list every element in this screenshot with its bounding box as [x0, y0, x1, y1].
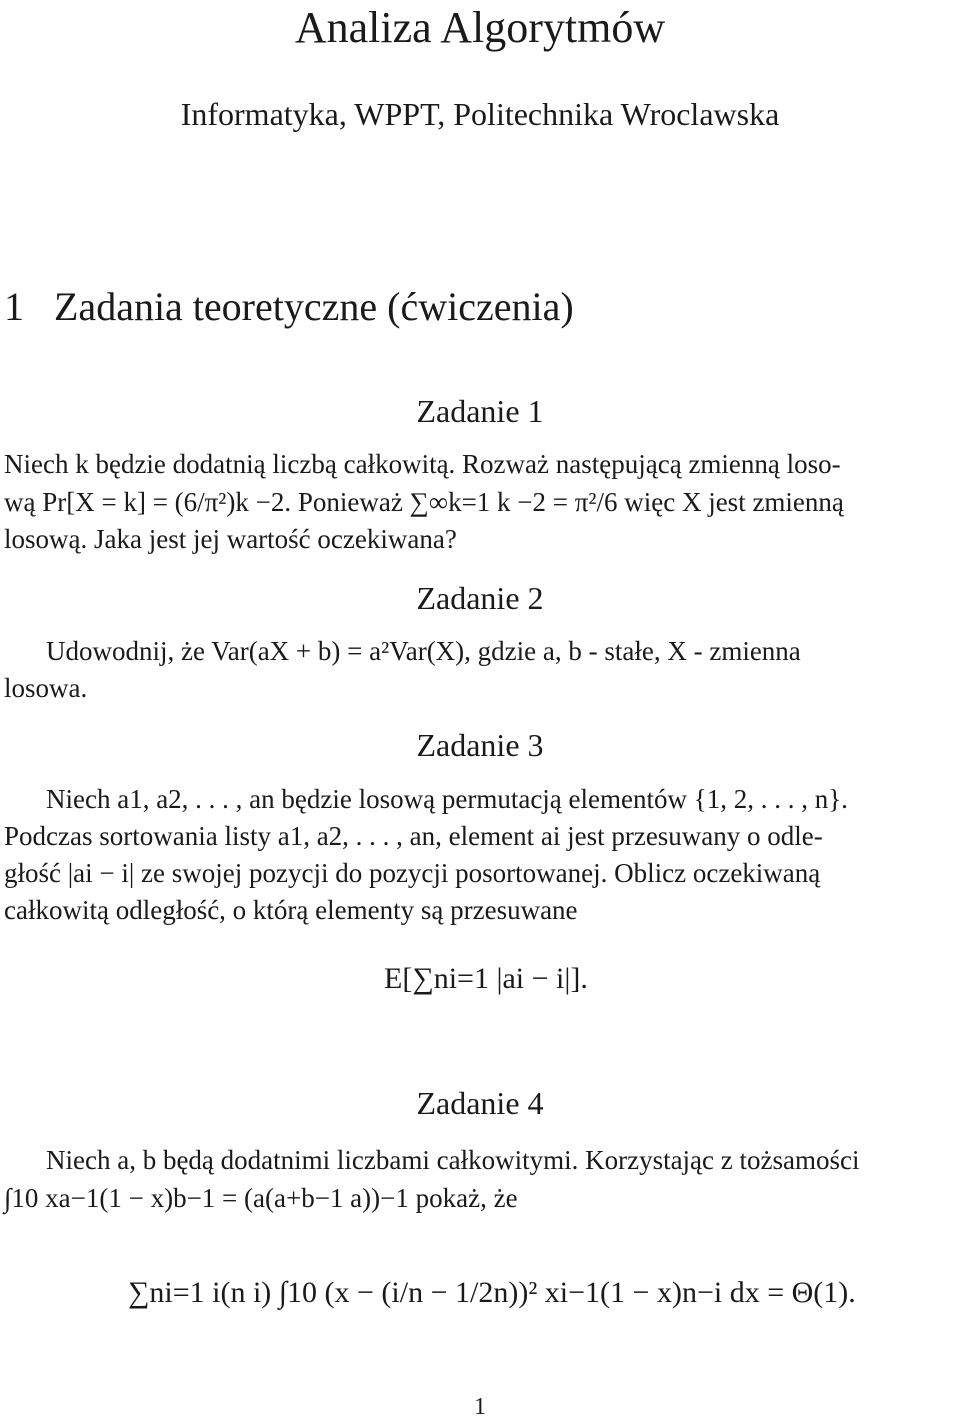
- zadanie-4-line-1: Niech a, b będą dodatnimi liczbami całkowitymi. Korzystając z tożsamości: [46, 1145, 860, 1175]
- zadanie-3-line-2: Podczas sortowania listy a1, a2, . . . , an, element ai jest przesuwany o odle-: [4, 821, 823, 851]
- section-number: 1: [4, 284, 24, 329]
- zadanie-1-heading: Zadanie 1: [416, 393, 544, 429]
- zadanie-4-formula: ∑ni=1 i(n i) ∫10 (x − (i/n − 1/2n))² xi−1(1 − x)n−i dx = Θ(1).: [128, 1276, 856, 1309]
- zadanie-4-heading: Zadanie 4: [416, 1085, 544, 1121]
- zadanie-1-line-2: wą Pr[X = k] = (6/π²)k −2. Ponieważ ∑∞k=1 k −2 = π²/6 więc X jest zmienną: [4, 487, 844, 517]
- page-number: 1: [474, 1394, 486, 1420]
- zadanie-1-line-3: losową. Jaka jest jej wartość oczekiwana?: [4, 524, 457, 554]
- section-title: Zadania teoretyczne (ćwiczenia): [54, 284, 574, 329]
- zadanie-3-line-4: całkowitą odległość, o którą elementy są przesuwane: [4, 895, 578, 925]
- section-heading: [4, 283, 574, 330]
- zadanie-2-line-2: losowa.: [4, 673, 88, 703]
- zadanie-2-line-1: Udowodnij, że Var(aX + b) = a²Var(X), gdzie a, b - stałe, X - zmienna: [46, 636, 801, 666]
- zadanie-1-line-1: Niech k będzie dodatnią liczbą całkowitą. Rozważ następującą zmienną loso-: [4, 449, 841, 479]
- document-subtitle: Informatyka, WPPT, Politechnika Wroclawska: [180, 96, 780, 132]
- zadanie-3-line-3: głość |ai − i| ze swojej pozycji do pozycji posortowanej. Oblicz oczekiwaną: [4, 858, 821, 888]
- zadanie-4-line-2: ∫10 xa−1(1 − x)b−1 = (a(a+b−1 a))−1 pokaż, że: [4, 1183, 518, 1213]
- zadanie-3-heading: Zadanie 3: [416, 727, 544, 763]
- zadanie-3-formula: E[∑ni=1 |ai − i|].: [384, 962, 588, 995]
- document-title: Analiza Algorytmów: [294, 3, 666, 52]
- zadanie-3-line-1: Niech a1, a2, . . . , an będzie losową permutacją elementów {1, 2, . . . , n}.: [46, 784, 848, 814]
- zadanie-2-heading: Zadanie 2: [416, 580, 544, 616]
